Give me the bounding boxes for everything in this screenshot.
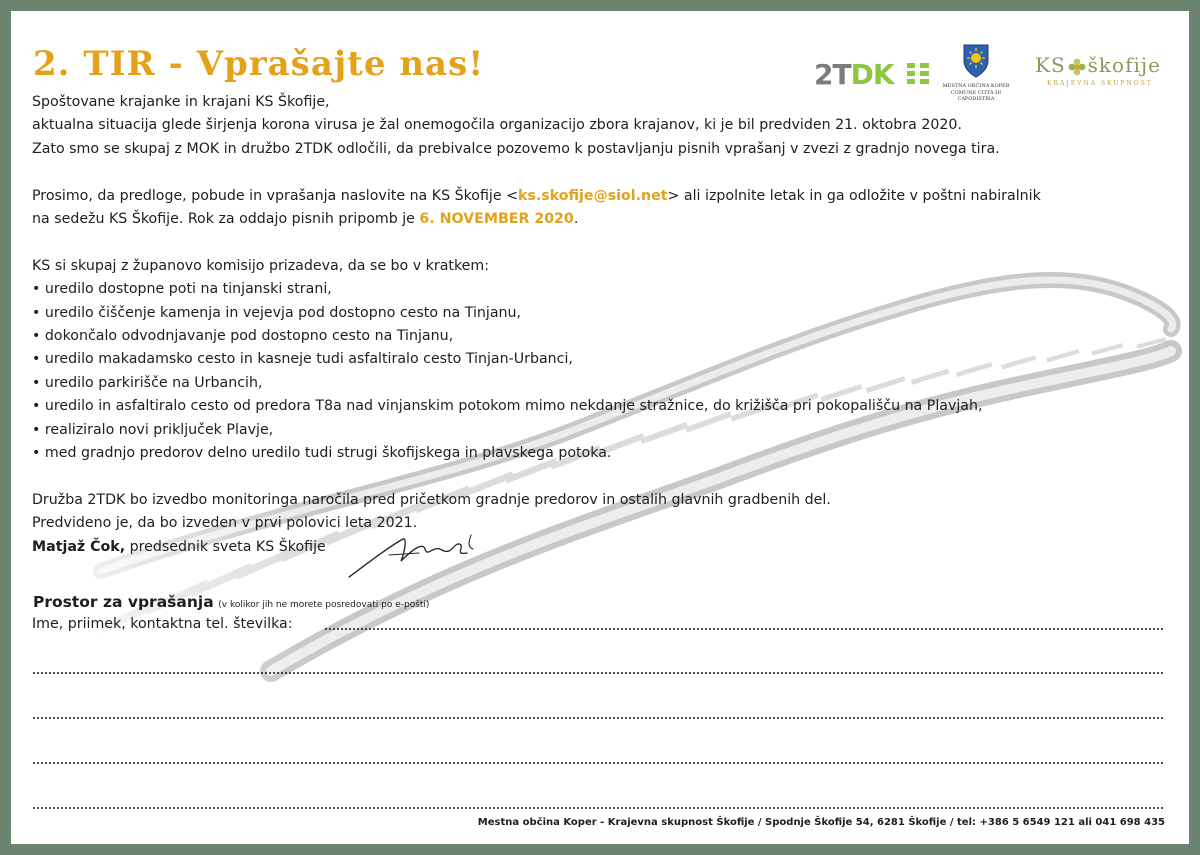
list-item: • uredilo dostopne poti na tinjanski strani, (32, 278, 1162, 301)
contact-label: Ime, priimek, kontaktna tel. številka: (32, 616, 293, 632)
answer-dotted-line (32, 717, 1165, 719)
answer-line[interactable] (32, 660, 1165, 676)
answer-line[interactable] (32, 795, 1165, 811)
contact-field[interactable] (32, 616, 1165, 632)
list-item: • uredilo in asfaltiralo cesto od predora T8a nad vinjanskim potokom mimo nekdanje stražnice, do križišča pri pokopališču na Plavjah, (32, 395, 1162, 418)
questions-heading (33, 593, 429, 611)
signer-name: Matjaž Čok, (32, 539, 126, 555)
list-item: • realiziralo novi priključek Plavje, (32, 419, 1162, 442)
signer-line (32, 539, 326, 555)
paragraph-4-line-2: Predvideno je, da bo izveden v prvi polovici leta 2021. (32, 515, 418, 532)
footer-contact: Mestna občina Koper - Krajevna skupnost Škofije / Spodnje Škofije 54, 6281 Škofije / tel: +386 5 6549 121 ali 041 698 435 (477, 817, 1165, 828)
list-intro: KS si skupaj z županovo komisijo prizadeva, da se bo v kratkem: (32, 257, 489, 274)
answer-dotted-line (324, 628, 1165, 630)
signer-role: predsednik sveta KS Škofije (125, 539, 326, 555)
deadline-date: 6. NOVEMBER 2020 (419, 211, 574, 228)
paragraph-4-line-1: Družba 2TDK bo izvedbo monitoringa naročila pred pričetkom gradnje predorov in ostalih glavnih gradbenih del. (32, 491, 831, 508)
contact-email-link[interactable]: ks.skofije@siol.net (517, 187, 668, 204)
greeting: Spoštovane krajanke in krajani KS Škofije, (32, 94, 330, 110)
list-item: • dokončalo odvodnjavanje pod dostopno cesto na Tinjanu, (32, 325, 1162, 348)
answer-dotted-line (32, 762, 1165, 764)
list-item: • uredilo parkirišče na Urbancih, (32, 372, 1162, 395)
paragraph-1-line-2: Zato smo se skupaj z MOK in družbo 2TDK odločili, da prebivalce pozovemo k postavljanju pisnih vprašanj v zvezi z gradnjo novega tira. (32, 140, 1000, 157)
crest-caption-1: MESTNA OBČINA KOPER (942, 83, 1010, 89)
paragraph-2-line-1 (32, 185, 1162, 208)
paragraph-2-text-c: na sedežu KS Škofije. Rok za oddajo pisnih pripomb je (32, 211, 420, 228)
koper-crest-icon (961, 43, 991, 79)
letter-body (32, 91, 1162, 536)
questions-title: Prostor za vprašanja (33, 593, 214, 611)
paragraph-2-text-b: > ali izpolnite letak in ga odložite v poštni nabiralnik (667, 187, 1041, 204)
ks-logo-text-a: KS (1035, 53, 1066, 77)
paragraph-2-text-a: Prosimo, da predloge, pobude in vprašanja naslovite na KS Škofije < (32, 187, 518, 204)
2tdk-logo-text-a: 2T (814, 58, 851, 91)
ks-skofije-logo (1035, 55, 1165, 87)
planned-works-list (32, 278, 1162, 465)
answer-dotted-line (32, 807, 1165, 809)
crest-caption-2: COMUNE CITTÀ DI CAPODISTRIA (950, 89, 1002, 102)
questions-note: (v kolikor jih ne morete posredovati po e-pošti) (218, 600, 430, 610)
list-item: • uredilo makadamsko cesto in kasneje tudi asfaltiralo cesto Tinjan-Urbanci, (32, 348, 1162, 371)
list-item: • uredilo čiščenje kamenja in vejevja pod dostopno cesto na Tinjanu, (32, 302, 1162, 325)
answer-dotted-line (32, 672, 1165, 674)
handwritten-signature (345, 527, 485, 583)
list-item: • med gradnjo predorov delno uredilo tudi strugi škofijskega in plavskega potoka. (32, 442, 1162, 465)
flyer-sheet (11, 11, 1189, 844)
paragraph-2-text-d: . (573, 211, 579, 228)
ks-logo-text-b: škofije (1087, 53, 1161, 77)
2tdk-logo (814, 58, 894, 91)
page-title: 2. TIR - Vprašajte nas! (33, 44, 485, 84)
ks-logo-tagline: KRAJEVNA SKUPNOST (1047, 79, 1153, 87)
flower-icon (1068, 58, 1086, 76)
2tdk-logo-text-b: DK (850, 58, 894, 91)
answer-line[interactable] (32, 750, 1165, 766)
paragraph-2-line-2 (32, 208, 1162, 231)
answer-line[interactable] (32, 705, 1165, 721)
2tdk-logo-bars-icon (907, 63, 929, 85)
paragraph-1-line-1: aktualna situacija glede širjenja korona virusa je žal onemogočila organizacijo zbora krajanov, ki je bil predviden 21. oktobra 2020. (32, 117, 962, 134)
